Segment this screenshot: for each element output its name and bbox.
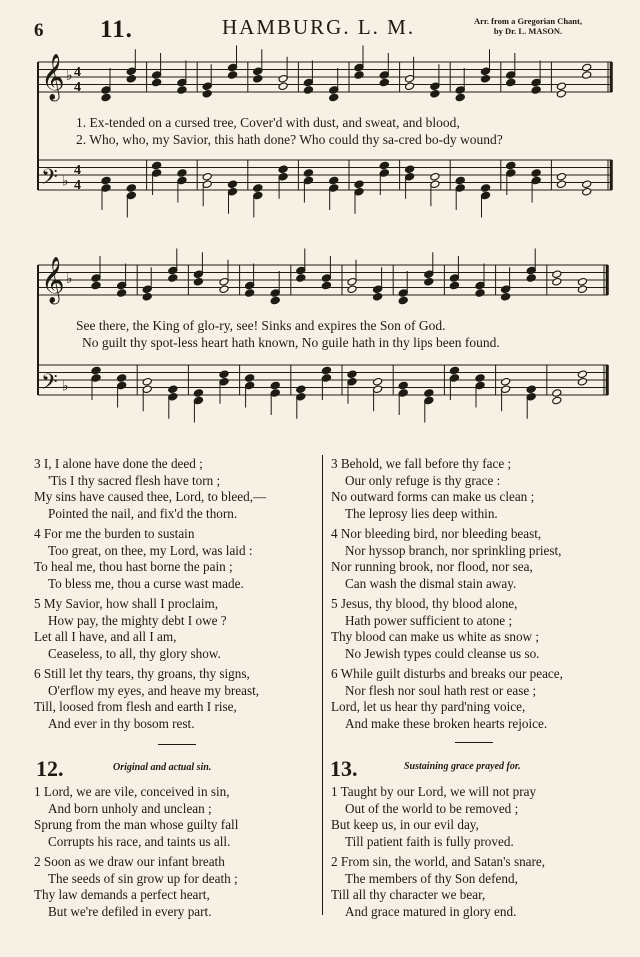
verse-line: 4 Nor bleeding bird, nor bleeding beast, [331, 526, 542, 541]
note-head [582, 71, 592, 80]
verse-line: 1 Lord, we are vile, conceived in sin, [34, 784, 230, 799]
note-head [296, 274, 306, 283]
verse-stanza [34, 784, 324, 850]
note-head [303, 169, 313, 178]
flat-icon: ♭ [62, 378, 69, 395]
verse-line: Let all I have, and all I am, [34, 629, 177, 645]
verse-line: 2 Soon as we draw our infant breath [34, 854, 225, 869]
verse-line: Sprung from the man whose guilty fall [34, 817, 239, 833]
note-head [296, 385, 306, 394]
verse-line: No Jewish types could cleanse us so. [345, 645, 540, 661]
treble-clef-icon: 𝄞 [41, 54, 65, 100]
verse-line: Till, loosed from flesh and earth I rise, [34, 699, 237, 715]
verse-line: Thy law demands a perfect heart, [34, 887, 210, 903]
note-head [501, 292, 511, 301]
verse-line: 4 For me the burden to sustain [34, 526, 195, 541]
note-head [577, 370, 587, 379]
verse-line: Hath power sufficient to atone ; [345, 612, 513, 628]
note-head [449, 281, 459, 290]
note-head [455, 176, 465, 185]
hymn-number: 11. [100, 16, 133, 43]
verse-line: Out of the world to be removed ; [345, 800, 519, 816]
bass-clef-icon: 𝄢 [41, 165, 58, 195]
note-head [117, 374, 127, 383]
verse-line: Can wash the dismal stain away. [345, 575, 517, 591]
note-head [531, 86, 541, 95]
verse-stanza [331, 526, 621, 592]
hymn13-number: 13. [330, 756, 358, 781]
verse-stanza [331, 666, 621, 732]
verse-line: And grace matured in glory end. [345, 903, 517, 919]
verse-line: 5 My Savior, how shall I proclaim, [34, 596, 219, 611]
verse-line: Till patient faith is fully proved. [345, 833, 514, 849]
verse-stanza [331, 784, 621, 850]
flat-icon: ♭ [66, 68, 73, 84]
note-head [126, 74, 136, 83]
verse-line: 6 While guilt disturbs and breaks our peace, [331, 666, 563, 681]
time-signature-top: 4 [74, 65, 81, 80]
verse-line: 3 I, I alone have done the deed ; [34, 456, 203, 471]
note-head [347, 370, 357, 379]
note-head [253, 74, 263, 83]
hymn13-title: Sustaining grace prayed for. [404, 761, 521, 772]
verse-line: To bless me, thou a curse wast made. [48, 575, 244, 591]
note-head [501, 377, 511, 386]
flat-icon: ♭ [66, 271, 73, 287]
note-head [556, 82, 566, 91]
note-head [475, 374, 485, 383]
note-head [455, 93, 465, 102]
verse-line: Pointed the nail, and fix'd the thorn. [48, 505, 238, 521]
note-head [424, 389, 434, 398]
note-head [552, 277, 562, 286]
note-head [117, 289, 127, 298]
note-head [373, 292, 383, 301]
note-head [398, 296, 408, 305]
bass-clef-icon: 𝄢 [41, 370, 58, 400]
flat-icon: ♭ [62, 173, 69, 190]
verse-line: How pay, the mighty debt I owe ? [48, 612, 227, 628]
arranger-line-2: by Dr. L. MASON. [493, 26, 563, 36]
verse-line: 'Tis I thy sacred flesh have torn ; [48, 472, 221, 488]
verse-line: 3 Behold, we fall before thy face ; [331, 456, 512, 471]
lyric-verse-2: 2. Who, who, my Savior, this hath done? Who could thy sa-cred bo-dy wound? [76, 132, 503, 147]
note-head [556, 172, 566, 181]
hymn12-number: 12. [36, 756, 64, 781]
verse-line: 1 Taught by our Lord, we will not pray [331, 784, 537, 799]
verse-line: To heal me, thou hast borne the pain ; [34, 559, 233, 575]
note-head [430, 89, 440, 98]
verse-line: Too great, on thee, my Lord, was laid : [48, 542, 253, 558]
note-head [278, 165, 288, 174]
note-head [202, 172, 212, 181]
music-score [0, 0, 640, 420]
note-head [101, 93, 111, 102]
verse-line: O'erflow my eyes, and heave my breast, [48, 682, 260, 698]
note-head [91, 366, 101, 375]
verse-line: 6 Still let thy tears, thy groans, thy signs, [34, 666, 250, 681]
verse-line: 5 Jesus, thy blood, thy blood alone, [331, 596, 518, 611]
note-head [405, 82, 415, 91]
note-head [219, 285, 229, 294]
note-head [531, 169, 541, 178]
note-head [303, 86, 313, 95]
note-head [552, 389, 562, 398]
section-divider-right [455, 742, 493, 743]
note-head [321, 366, 331, 375]
note-head [424, 277, 434, 286]
note-head [379, 161, 389, 170]
verse-line: Nor flesh nor soul hath rest or ease ; [345, 682, 537, 698]
note-head [582, 187, 592, 196]
verse-line: Our only refuge is thy grace : [345, 472, 501, 488]
verse-stanza [331, 854, 621, 920]
page-number: 6 [34, 20, 44, 41]
verse-line: The leprosy lies deep within. [345, 505, 498, 521]
note-head [480, 74, 490, 83]
time-signature-bottom: 4 [74, 178, 81, 193]
note-head [142, 292, 152, 301]
verse-line: The members of thy Son defend, [345, 870, 518, 886]
verse-line: And ever in thy bosom rest. [48, 715, 195, 731]
verse-stanza [34, 854, 324, 920]
lyric-system2-verse-2: No guilt thy spot-less heart hath known, No guile hath in thy lips been found. [82, 335, 500, 350]
verse-line: My sins have caused thee, Lord, to bleed,— [34, 489, 267, 505]
verse-stanza [34, 666, 324, 732]
note-head [480, 184, 490, 193]
note-head [582, 180, 592, 189]
note-head [582, 63, 592, 72]
section-divider-left [158, 744, 196, 745]
hymn12-title: Original and actual sin. [113, 762, 212, 773]
time-signature-bottom: 4 [74, 80, 81, 95]
note-head [577, 277, 587, 286]
note-head [278, 82, 288, 91]
note-head [329, 176, 339, 185]
note-head [526, 274, 536, 283]
note-head [202, 89, 212, 98]
verse-stanza [34, 596, 324, 662]
note-head [219, 370, 229, 379]
verse-stanza [331, 456, 621, 522]
arranger-line-1: Arr. from a Gregorian Chant, [474, 16, 582, 26]
verse-line: Nor hyssop branch, nor sprinkling priest, [345, 542, 562, 558]
verse-line: Till all thy character we bear, [331, 887, 486, 903]
verse-line: Thy blood can make us white as snow ; [331, 629, 540, 645]
note-head [373, 377, 383, 386]
time-signature-top: 4 [74, 163, 81, 178]
note-head [347, 285, 357, 294]
note-head [329, 93, 339, 102]
note-head [556, 180, 566, 189]
note-head [168, 385, 178, 394]
note-head [506, 161, 516, 170]
note-head [227, 180, 237, 189]
note-head [379, 78, 389, 87]
verse-line: Corrupts his race, and taints us all. [48, 833, 231, 849]
verse-line: And make these broken hearts rejoice. [345, 715, 548, 731]
verse-line: No outward forms can make us clean ; [331, 489, 535, 505]
note-head [552, 396, 562, 405]
note-head [506, 78, 516, 87]
verse-line: Ceaseless, to all, thy glory show. [48, 645, 221, 661]
note-head [227, 71, 237, 80]
note-head [321, 281, 331, 290]
note-head [526, 385, 536, 394]
verse-line: And born unholy and unclean ; [48, 800, 212, 816]
note-head [101, 176, 111, 185]
verse-stanza [34, 456, 324, 522]
verse-line: The seeds of sin grow up for death ; [48, 870, 238, 886]
note-head [126, 184, 136, 193]
note-head [253, 184, 263, 193]
note-head [193, 277, 203, 286]
note-head [177, 86, 187, 95]
note-head [354, 180, 364, 189]
note-head [142, 377, 152, 386]
note-head [91, 281, 101, 290]
note-head [405, 165, 415, 174]
treble-clef-icon: 𝄞 [41, 257, 65, 303]
verse-line: Nor running brook, nor flood, nor sea, [331, 559, 533, 575]
lyric-verse-1: 1. Ex-tended on a cursed tree, Cover'd with dust, and sweat, and blood, [76, 115, 460, 130]
note-head [577, 285, 587, 294]
note-head [270, 381, 280, 390]
lyric-system2-verse-1: See there, the King of glo-ry, see! Sinks and expires the Son of God. [76, 318, 446, 333]
note-head [193, 389, 203, 398]
note-head [152, 161, 162, 170]
verse-stanza [331, 596, 621, 662]
verse-line: But keep us, in our evil day, [331, 817, 479, 833]
verse-line: 2 From sin, the world, and Satan's snare, [331, 854, 546, 869]
note-head [270, 296, 280, 305]
note-head [152, 78, 162, 87]
note-head [430, 172, 440, 181]
note-head [168, 274, 178, 283]
note-head [552, 270, 562, 279]
note-head [556, 89, 566, 98]
verse-line: But we're defiled in every part. [48, 903, 212, 919]
note-head [177, 169, 187, 178]
note-head [245, 289, 255, 298]
tune-title: HAMBURG. L. M. [222, 15, 416, 39]
verse-stanza [34, 526, 324, 592]
note-head [577, 377, 587, 386]
verse-line: Lord, let us hear thy pard'ning voice, [331, 699, 526, 715]
note-head [245, 374, 255, 383]
note-head [449, 366, 459, 375]
note-head [398, 381, 408, 390]
note-head [354, 71, 364, 80]
note-head [475, 289, 485, 298]
